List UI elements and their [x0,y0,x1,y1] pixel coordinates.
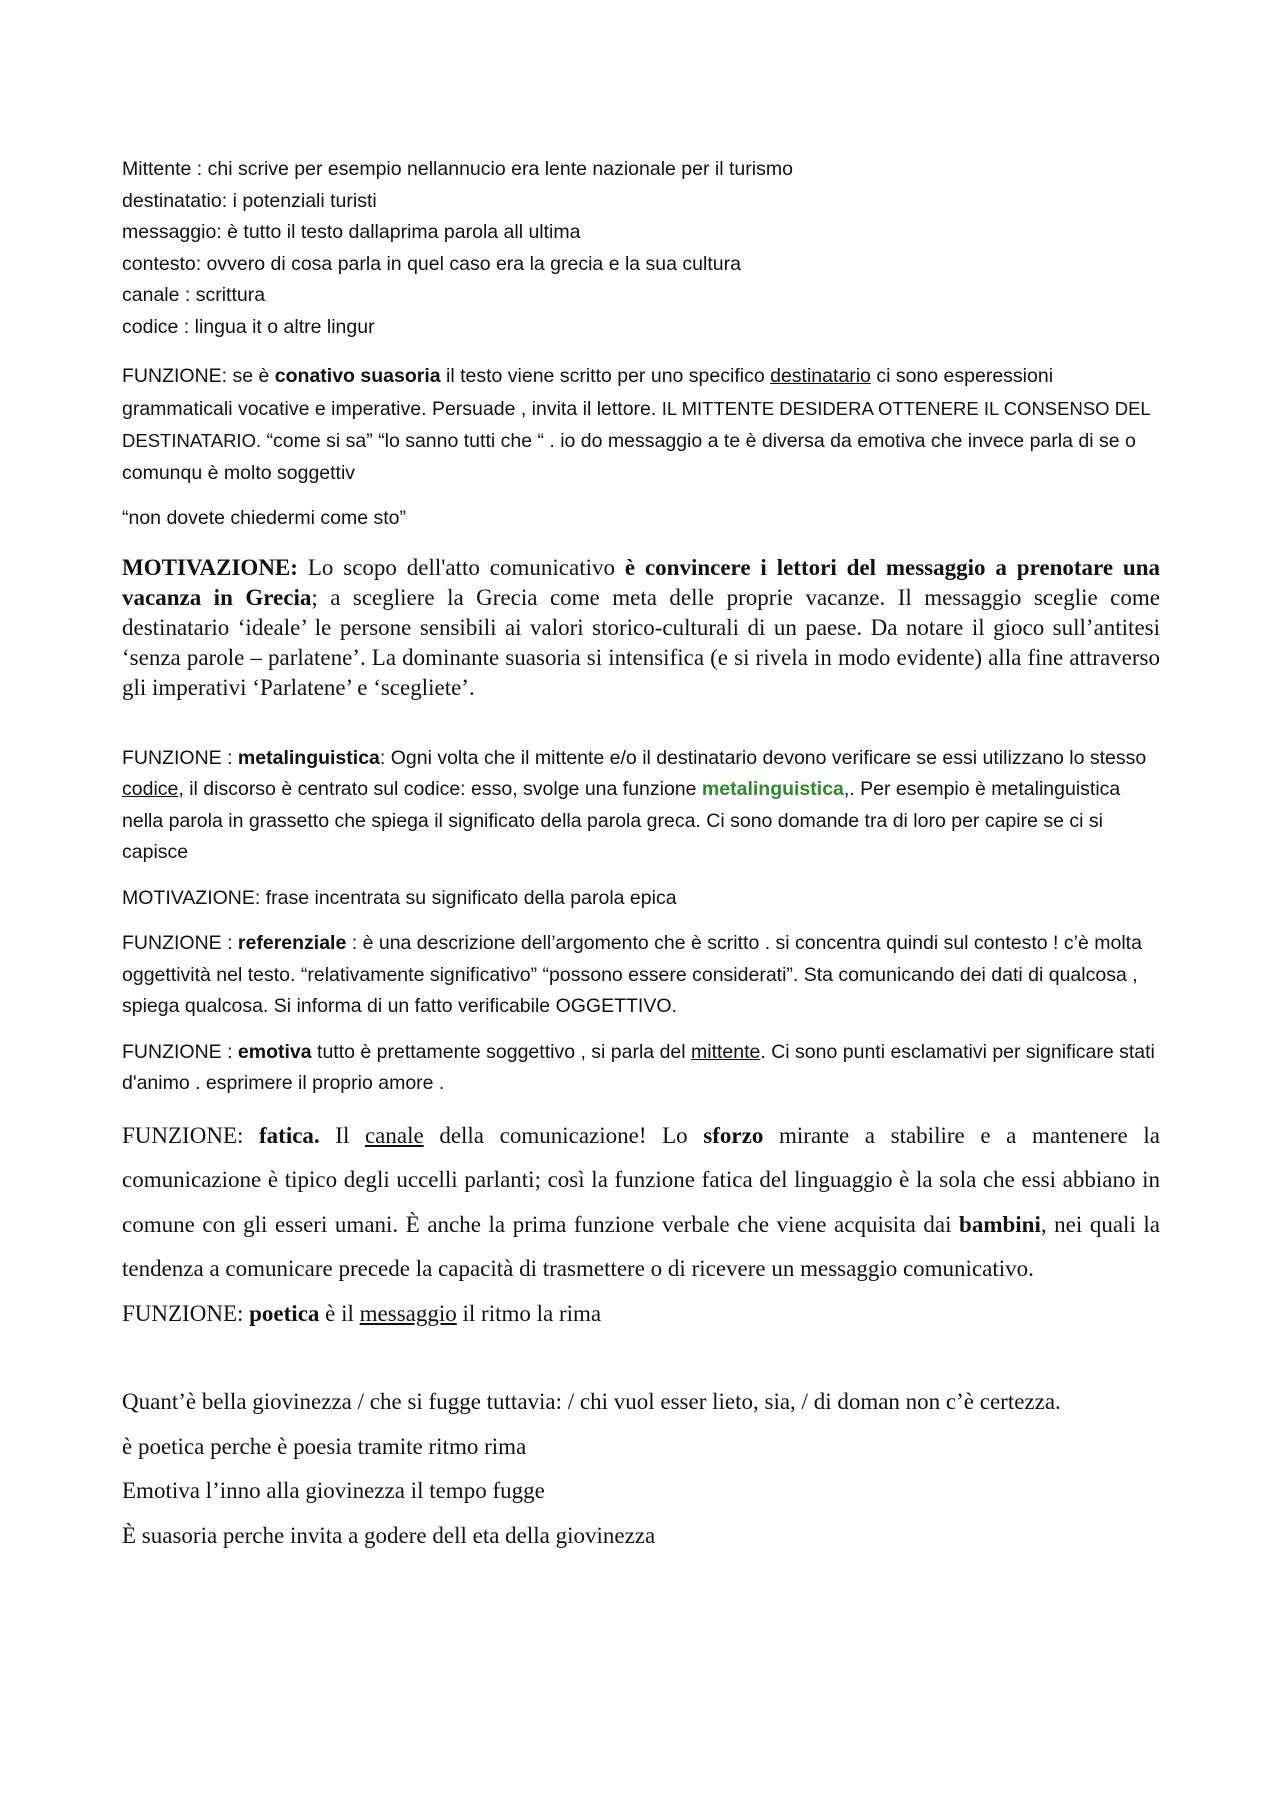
referenziale-paragraph: FUNZIONE : referenziale : è una descrizione dell’argomento che è scritto . si concentra quindi sul contesto ! c’è molta oggettività nel testo. “relativamente significativo” “possono essere considerati”. Sta comunicando dei dati di qualcosa , spiega qualcosa. Si informa di un fatto verificabile OGGETTIVO. [122,932,1142,1017]
closing-line: è poetica perche è poesia tramite ritmo rima [122,1433,527,1459]
emotiva-paragraph: FUNZIONE : emotiva tutto è prettamente soggettivo , si parla del mittente. Ci sono punti esclamativi per significare stati d'animo . esprimere il proprio amore . [122,1040,1155,1094]
poetica-line: FUNZIONE: poetica è il messaggio il ritmo la rima [122,1300,602,1326]
closing-line: Emotiva l’inno alla giovinezza il tempo fugge [122,1478,545,1503]
intro-line: contesto: ovvero di cosa parla in quel caso era la grecia e la sua cultura [122,252,741,275]
closing-line: È suasoria perche invita a godere dell eta della giovinezza [122,1522,656,1548]
intro-line: messaggio: è tutto il testo dallaprima parola all ultima [122,221,581,243]
poem-quote: Quant’è bella giovinezza / che si fugge tuttavia: / chi vuol esser lieto, sia, / di doman non c’è certezza. [122,1389,1061,1414]
quote-line: “non dovete chiedermi come sto” [122,507,406,529]
metalinguistica-paragraph: FUNZIONE : metalinguistica: Ogni volta che il mittente e/o il destinatario devono verificare se essi utilizzano lo stesso codice, il discorso è centrato sul codice: esso, svolge una funzione metalinguistica,. Per esempio è metalinguistica nella parola in grassetto che spiega il significato della parola greca. Ci sono domande tra di loro per capire se ci si capisce [122,746,1147,863]
intro-block [122,154,1160,343]
intro-line: codice : lingua it o altre lingur [122,315,375,338]
intro-line: destinatatio: i potenziali turisti [122,189,377,212]
motivazione-paragraph: MOTIVAZIONE: Lo scopo dell'atto comunicativo è convincere i lettori del messaggio a prenotare una vacanza in Grecia; a scegliere la Grecia come meta delle proprie vacanze. Il messaggio sceglie come destinatario ‘ideale’ le persone sensibili ai valori storico-culturali di un paese. Da notare il gioco sull’antitesi ‘senza parole – parlatene’. La dominante suasoria si intensifica (e si rivela in modo evidente) alla fine attraverso gli imperativi ‘Parlatene’ e ‘scegliete’. [122,554,1160,700]
closing-block [122,1425,1160,1559]
document-page [122,154,1160,1558]
conativo-paragraph: FUNZIONE: se è conativo suasoria il testo viene scritto per uno specifico destinatario ci sono esperessioni grammaticali vocative e imperative. Persuade , invita il lettore. IL MITTENTE DESIDERA OTTENERE IL CONSENSO DEL DESTINATARIO. “come si sa” “lo sanno tutti che “ . io do messaggio a te è diversa da emotiva che invece parla di se o comunqu è molto soggettiv [122,365,1151,484]
motivazione-line: MOTIVAZIONE: frase incentrata su significato della parola epica [122,886,677,909]
intro-line: canale : scrittura [122,284,266,306]
fatica-paragraph: FUNZIONE: fatica. Il canale della comunicazione! Lo sforzo mirante a stabilire e a mantenere la comunicazione è tipico degli uccelli parlanti; così la funzione fatica del linguaggio è la sola che essi abbiano in comune con gli esseri umani. È anche la prima funzione verbale che viene acquisita dai bambini, nei quali la tendenza a comunicare precede la capacità di trasmettere o di ricevere un messaggio comunicativo. [122,1122,1160,1281]
intro-line: Mittente : chi scrive per esempio nellannucio era lente nazionale per il turismo [122,158,793,180]
